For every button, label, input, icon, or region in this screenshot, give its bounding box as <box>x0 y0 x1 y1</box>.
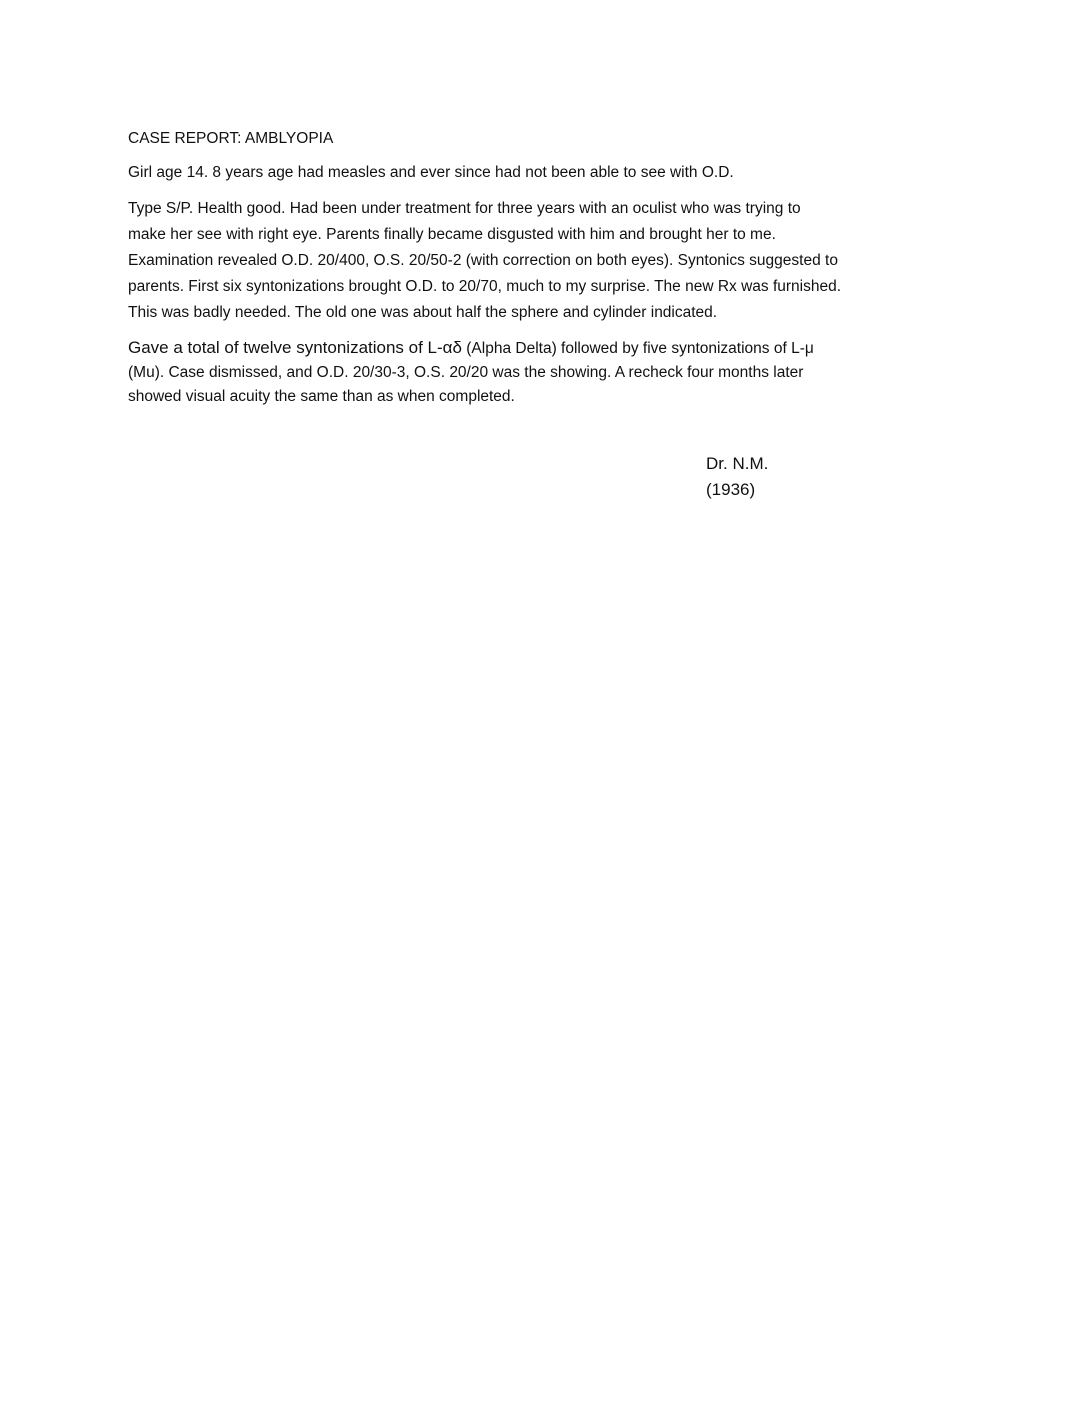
document-body <box>128 128 968 409</box>
paragraph-line: Girl age 14. 8 years age had measles and ever since had not been able to see with O.D. <box>128 164 734 181</box>
paragraph-line: make her see with right eye. Parents finally became disgusted with him and brought her to me. <box>128 226 776 243</box>
paragraph-line <box>128 336 968 361</box>
paragraph-line: Examination revealed O.D. 20/400, O.S. 20/50-2 (with correction on both eyes). Syntonics suggested to <box>128 252 838 269</box>
signature-year: (1936) <box>706 480 756 499</box>
paragraph-line-rest: (Alpha Delta) followed by five syntonizations of L-μ <box>461 340 814 357</box>
report-title: CASE REPORT: AMBLYOPIA <box>128 130 334 147</box>
paragraph-line: This was badly needed. The old one was about half the sphere and cylinder indicated. <box>128 304 718 321</box>
paragraph-line-lead: Gave a total of twelve syntonizations of L-αδ <box>128 338 462 357</box>
paragraph-line: showed visual acuity the same than as when completed. <box>128 388 515 405</box>
paragraph-patient-history <box>128 160 968 186</box>
paragraph-examination <box>128 196 968 326</box>
signature-name: Dr. N.M. <box>706 454 769 473</box>
paragraph-line: Type S/P. Health good. Had been under treatment for three years with an oculist who was trying to <box>128 200 801 217</box>
paragraph-line: parents. First six syntonizations brought O.D. to 20/70, much to my surprise. The new Rx was furnished. <box>128 278 842 295</box>
paragraph-line: (Mu). Case dismissed, and O.D. 20/30-3, O.S. 20/20 was the showing. A recheck four months later <box>128 364 804 381</box>
paragraph-treatment-outcome <box>128 336 968 409</box>
signature-block <box>706 451 768 503</box>
